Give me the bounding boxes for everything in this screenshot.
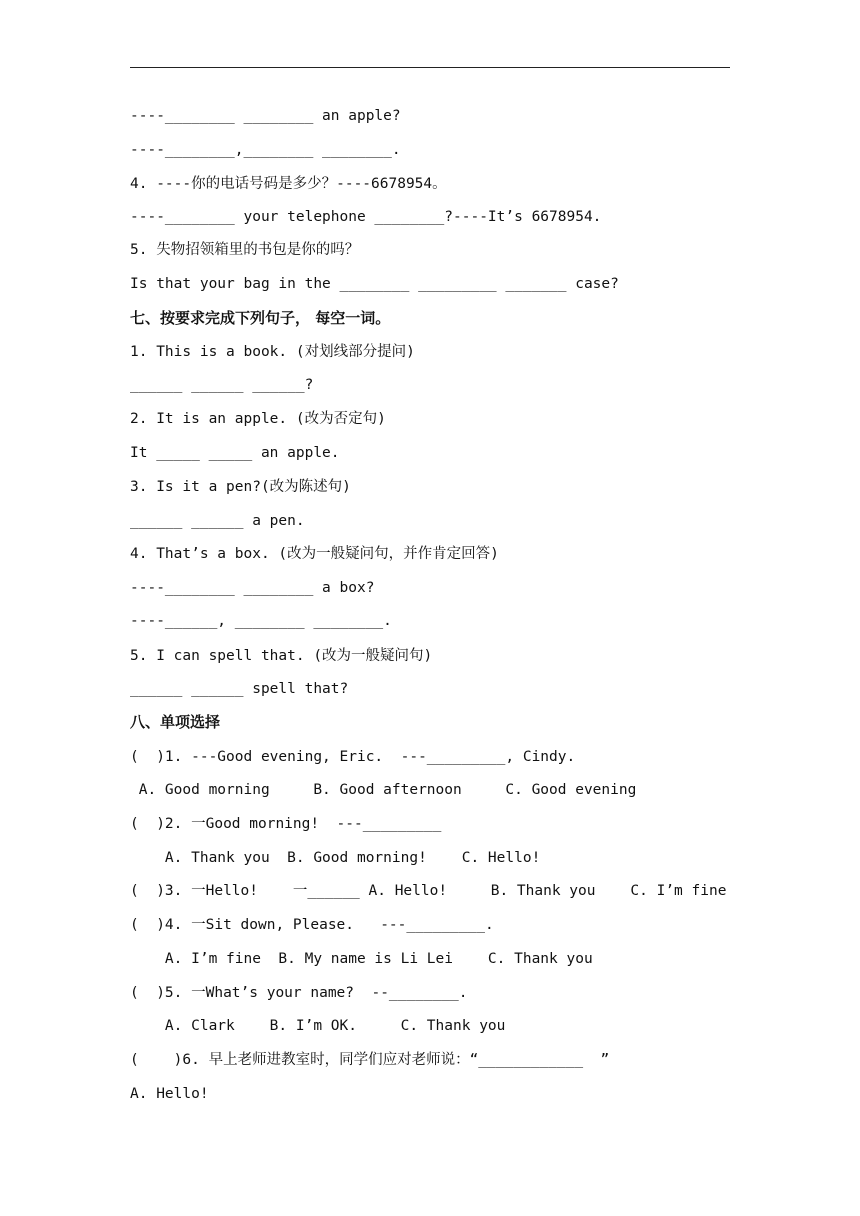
question-line: ( )3. 一Hello! 一______ A. Hello! B. Thank you C. I’m fine	[130, 883, 727, 899]
question-line: ( )2. 一Good morning! ---_________	[130, 816, 442, 832]
text-line: 4. ----你的电话号码是多少？----6678954。	[130, 176, 447, 192]
text-line: It _____ _____ an apple.	[130, 445, 340, 461]
text-line: Is that your bag in the ________ _________ _______ case?	[130, 276, 619, 292]
options-line: A. Hello!	[130, 1086, 209, 1102]
section-heading: 七、按要求完成下列句子， 每空一词。	[130, 309, 391, 327]
text-line: 1. This is a book. (对划线部分提问)	[130, 344, 415, 360]
section-heading: 八、单项选择	[130, 713, 221, 731]
options-line: A. Good morning B. Good afternoon C. Good evening	[130, 782, 637, 798]
options-line: A. I’m fine B. My name is Li Lei C. Thank you	[130, 951, 593, 967]
text-line: 5. 失物招领箱里的书包是你的吗？	[130, 242, 360, 258]
question-line: ( )4. 一Sit down, Please. ---_________.	[130, 917, 494, 933]
question-line: ( )5. 一What’s your name? --________.	[130, 985, 468, 1001]
text-line: ----______, ________ ________.	[130, 613, 392, 629]
text-line: ----________ ________ a box?	[130, 580, 375, 596]
text-line: 2. It is an apple. (改为否定句)	[130, 411, 386, 427]
text-line: ______ ______ spell that?	[130, 681, 349, 697]
text-line: 5. I can spell that. (改为一般疑问句)	[130, 648, 433, 664]
options-line: A. Thank you B. Good morning! C. Hello!	[130, 850, 541, 866]
text-line: 3. Is it a pen?(改为陈述句)	[130, 479, 351, 495]
text-line: ----________ ________ an apple?	[130, 108, 401, 124]
options-line: A. Clark B. I’m OK. C. Thank you	[130, 1018, 506, 1034]
text-line: ______ ______ a pen.	[130, 513, 305, 529]
question-line: ( )6. 早上老师进教室时，同学们应对老师说：“____________ ”	[130, 1052, 610, 1068]
text-line: ----________,________ ________.	[130, 142, 401, 158]
text-line: ______ ______ ______?	[130, 377, 314, 393]
header-rule	[130, 67, 730, 68]
question-line: ( )1. ---Good evening, Eric. ---_________, Cindy.	[130, 749, 576, 765]
text-line: 4. That’s a box. (改为一般疑问句，并作肯定回答)	[130, 546, 499, 562]
text-line: ----________ your telephone ________?----It’s 6678954.	[130, 209, 602, 225]
